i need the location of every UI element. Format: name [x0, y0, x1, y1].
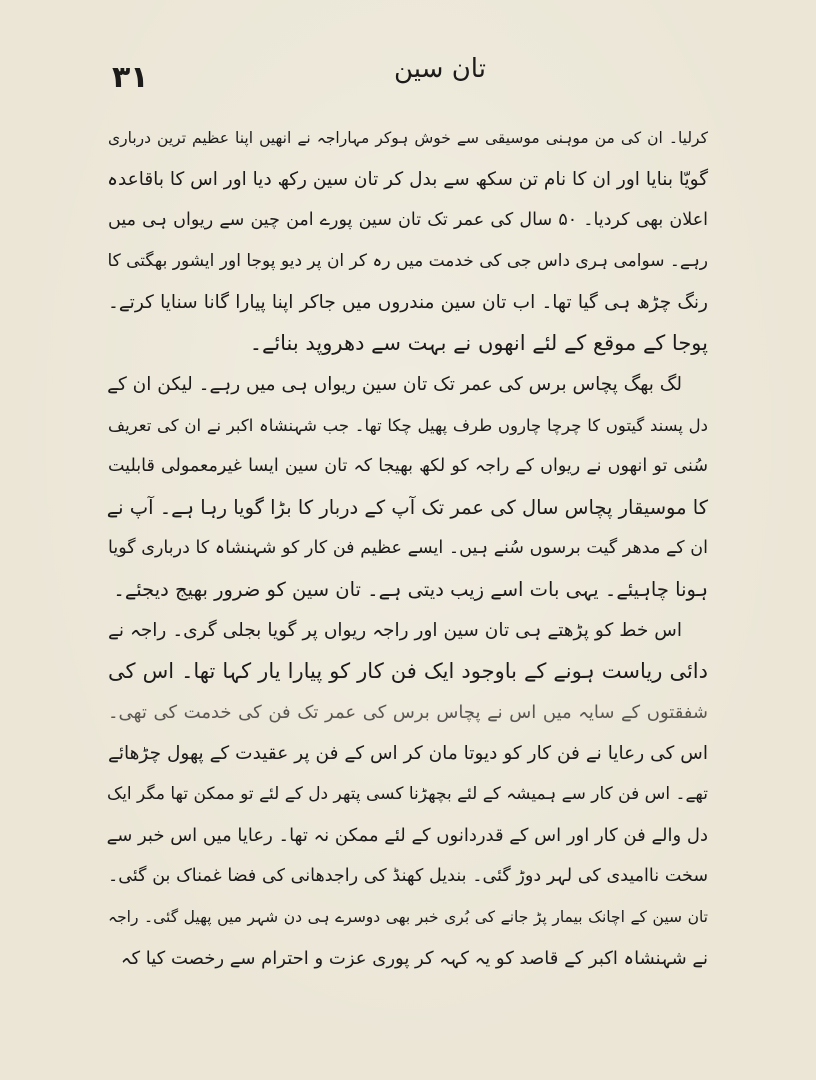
text-line: کرلیا۔ ان کی من موہنی موسیقی سے خوش ہوکر مہاراجہ نے انھیں اپنا عظیم ترین درباری: [108, 129, 708, 147]
text-line: دائی ریاست ہونے کے باوجود ایک فن کار کو پیارا یار کہا تھا۔ اس کی: [108, 659, 708, 683]
text-line: اعلان بھی کردیا۔ ۵۰ سال کی عمر تک تان سین پورے امن چین سے ریواں ہی میں: [108, 210, 708, 230]
text-line: ان کے مدھر گیت برسوں سُنے ہیں۔ ایسے عظیم فن کار کو شہنشاہ کا درباری گویا: [108, 538, 708, 558]
text-line: شفقتوں کے سایہ میں اس نے پچاس برس کی عمر تک فن کی خدمت کی تھی۔: [108, 702, 708, 723]
text-line: لگ بھگ پچاس برس کی عمر تک تان سین ریواں ہی میں رہے۔ لیکن ان کے: [107, 374, 682, 395]
text-line: سخت ناامیدی کی لہر دوڑ گئی۔ بندیل کھنڈ کی راجدھانی کی فضا غمناک بن گئی۔: [108, 866, 708, 886]
text-line: نے شہنشاہ اکبر کے قاصد کو یہ کہہ کر پوری عزت و احترام سے رخصت کیا کہ: [120, 948, 708, 969]
text-line: تان سین کے اچانک بیمار پڑ جانے کی بُری خبر بھی دوسرے ہی دن شہر میں پھیل گئی۔ راجہ: [108, 908, 708, 926]
text-line: اس کی رعایا نے فن کار کو دیوتا مان کر اس کے فن پر عقیدت کے پھول چڑھائے: [108, 743, 708, 764]
running-title: تان سین: [394, 54, 486, 84]
text-line: ہونا چاہیئے۔ یہی بات اسے زیب دیتی ہے۔ تان سین کو ضرور بھیج دیجئے۔: [113, 578, 708, 601]
text-line: سُنی تو انھوں نے ریواں کے راجہ کو لکھ بھیجا کہ تان سین ایسا غیرمعمولی قابلیت: [108, 456, 708, 476]
text-line: کا موسیقار پچاس سال کی عمر تک آپ کے دربار کا بڑا گویا رہا ہے۔ آپ نے: [106, 496, 708, 519]
page-header: [100, 52, 780, 102]
text-line: دل والے فن کار اور اس کے قدردانوں کے لئے ممکن نہ تھا۔ رعایا میں اس خبر سے: [106, 825, 708, 846]
text-line: رہے۔ سوامی ہری داس جی کی خدمت میں رہ کر ان پر دیو پوجا اور ایشور بھگتی کا: [107, 251, 708, 271]
page-number: ۳۱: [112, 60, 149, 95]
text-line: گویّا بنایا اور ان کا نام تن سکھ سے بدل کر تان سین رکھ دیا اور اس کا باقاعدہ: [107, 169, 708, 190]
text-line: پوجا کے موقع کے لئے انھوں نے بہت سے دھروپد بنائے۔: [249, 331, 708, 355]
text-line: رنگ چڑھ ہی گیا تھا۔ اب تان سین مندروں میں جاکر اپنا پیارا گانا سنایا کرتے۔: [108, 292, 708, 313]
text-line: تھے۔ اس فن کار سے ہمیشہ کے لئے بچھڑنا کسی پتھر دل کے لئے تو ممکن تھا مگر ایک: [106, 784, 708, 804]
text-line: دل پسند گیتوں کا چرچا چاروں طرف پھیل چکا تھا۔ جب شہنشاہ اکبر نے ان کی تعریف: [108, 416, 708, 435]
body-text: [108, 118, 708, 979]
text-line: اس خط کو پڑھتے ہی تان سین اور راجہ ریواں پر گویا بجلی گری۔ راجہ نے: [108, 620, 682, 641]
